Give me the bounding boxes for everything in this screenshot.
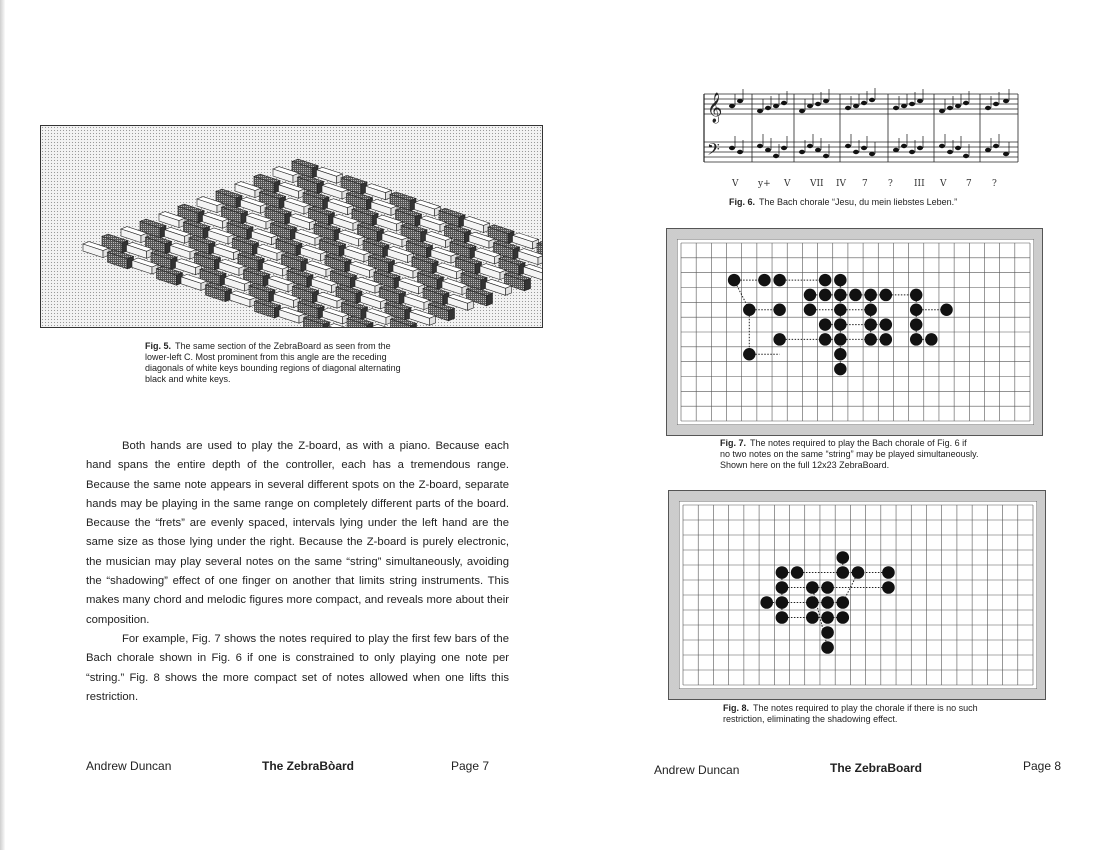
fig6-handwritten-mark: 7: [862, 179, 868, 189]
note-dot: [864, 333, 876, 345]
fig8-caption: [723, 703, 1043, 725]
fig5-keyboard-illustration: [40, 125, 543, 328]
note-dot: [834, 304, 846, 316]
note-dot: [880, 333, 892, 345]
fig5-caption-line-4: black and white keys.: [145, 374, 231, 384]
note-dot: [773, 304, 785, 316]
note-dot: [743, 304, 755, 316]
fig6-handwritten-mark: V: [784, 179, 791, 189]
fig5-caption: [145, 341, 455, 385]
note-dot: [940, 304, 952, 316]
note-dot: [804, 304, 816, 316]
fig8-zebraboard-grid: [668, 490, 1046, 700]
note-dot: [773, 274, 785, 286]
note-dot: [804, 289, 816, 301]
fig8-caption-line-1: The notes required to play the chorale if there is no such: [753, 703, 978, 713]
fig6-handwritten-mark: y+: [758, 179, 771, 189]
note-dot: [821, 596, 834, 609]
note-dot: [910, 318, 922, 330]
footer-author-left: Andrew Duncan: [86, 759, 172, 773]
note-dot: [728, 274, 740, 286]
note-dot: [819, 274, 831, 286]
fig8-grid-svg: [679, 501, 1037, 689]
fig5-isometric-keys: [41, 126, 543, 328]
svg-text:𝄞: 𝄞: [707, 93, 723, 123]
fig6-handwritten-mark: V: [732, 179, 739, 189]
note-dot: [743, 348, 755, 360]
fig7-label: Fig. 7.: [720, 438, 747, 448]
note-dot: [836, 611, 849, 624]
fig6-caption: [729, 197, 1029, 208]
note-dot: [834, 363, 846, 375]
note-dot: [776, 596, 789, 609]
footer-page-left: Page 7: [451, 759, 490, 773]
fig7-caption-line-2: no two notes on the same “string” may be played simultaneously.: [720, 449, 979, 459]
fig7-zebraboard-grid: [666, 228, 1043, 436]
note-dot: [834, 274, 846, 286]
page-edge-shadow: [0, 0, 5, 850]
note-dot: [821, 641, 834, 654]
note-dot: [925, 333, 937, 345]
fig5-caption-line-2: lower-left C. Most prominent from this angle are the receding: [145, 352, 387, 362]
note-dot: [819, 289, 831, 301]
note-dot: [836, 566, 849, 579]
note-dot: [834, 348, 846, 360]
note-dot: [819, 318, 831, 330]
note-dot: [910, 304, 922, 316]
note-dot: [882, 581, 895, 594]
note-dot: [834, 333, 846, 345]
note-dot: [836, 551, 849, 564]
note-dot: [806, 611, 819, 624]
note-dot: [760, 596, 773, 609]
note-dot: [882, 566, 895, 579]
note-dot: [864, 304, 876, 316]
fig6-handwritten-mark: V: [940, 179, 947, 189]
svg-text:𝄢: 𝄢: [707, 139, 720, 163]
note-dot: [910, 289, 922, 301]
fig6-handwritten-mark: ?: [888, 179, 893, 189]
fig6-handwritten-mark: 7: [966, 179, 972, 189]
note-dot: [852, 566, 865, 579]
note-dot: [806, 581, 819, 594]
note-dot: [910, 333, 922, 345]
note-dot: [819, 333, 831, 345]
fig6-music-score: [702, 86, 1022, 196]
fig7-grid-svg: [677, 239, 1034, 425]
fig6-handwritten-mark: ?: [992, 179, 997, 189]
fig6-label: Fig. 6.: [729, 197, 756, 207]
fig5-caption-line-3: diagonals of white keys bounding regions of diagonal alternating: [145, 363, 401, 373]
fig5-key-rows: [83, 159, 543, 328]
note-dot: [849, 289, 861, 301]
footer-page-right: Page 8: [1023, 759, 1062, 773]
body-paragraph-2: For example, Fig. 7 shows the notes required to play the first few bars of the Bach chorale shown in Fig. 6 if one is constrained to only playing one note per “string.” Fig. 8 shows the more compact set of notes allowed when one lifts this restriction.: [86, 632, 509, 703]
note-dot: [864, 289, 876, 301]
fig8-caption-line-2: restriction, eliminating the shadowing effect.: [723, 714, 898, 724]
fig7-caption: [720, 438, 1040, 471]
note-dot: [834, 318, 846, 330]
note-dot: [776, 581, 789, 594]
note-dot: [821, 626, 834, 639]
note-dot: [758, 274, 770, 286]
fig7-caption-line-1: The notes required to play the Bach chorale of Fig. 6 if: [750, 438, 967, 448]
note-dot: [836, 596, 849, 609]
fig6-handwritten-annotations: [731, 179, 997, 189]
note-dot: [834, 289, 846, 301]
note-dot: [776, 611, 789, 624]
body-paragraph-1: Both hands are used to play the Z-board, as with a piano. Because each hand spans the entire depth of the controller, each has a tremendous range. Because the same note appears in several different spots on the Z-board, separate hands may be playing in the same range on completely different parts of the board. Because the “frets” are evenly spaced, intervals lying under the left hand are the same size as those lying under the right. Because the Z-board is purely electronic, the musician may play several notes on the same “string” simultaneously, avoiding the “shadowing” effect of one finger on another that limits string instruments. This makes many chord and melodic figures more compact, and reveals more about their composition.: [86, 440, 509, 626]
fig6-handwritten-mark: VII: [810, 179, 824, 189]
note-dot: [821, 611, 834, 624]
note-dot: [776, 566, 789, 579]
fig8-label: Fig. 8.: [723, 703, 750, 713]
footer-title-left: The ZebraBòard: [262, 759, 355, 773]
fig7-caption-line-3: Shown here on the full 12x23 ZebraBoard.: [720, 460, 890, 470]
footer-title-right: The ZebraBoard: [830, 761, 923, 775]
note-dot: [880, 289, 892, 301]
fig5-caption-line-1: The same section of the ZebraBoard as seen from the: [175, 341, 391, 351]
note-dot: [773, 333, 785, 345]
note-dot: [821, 581, 834, 594]
note-dot: [791, 566, 804, 579]
fig6-staves: [704, 88, 1018, 163]
footer-author-right: Andrew Duncan: [654, 763, 740, 777]
fig5-label: Fig. 5.: [145, 341, 172, 351]
note-dot: [880, 318, 892, 330]
fig6-handwritten-mark: IV: [836, 179, 847, 189]
body-text: [86, 437, 509, 707]
note-dot: [806, 596, 819, 609]
fig6-handwritten-mark: III: [914, 179, 925, 189]
note-dot: [864, 318, 876, 330]
fig6-caption-text: The Bach chorale “Jesu, du mein liebstes Leben.”: [759, 197, 958, 207]
